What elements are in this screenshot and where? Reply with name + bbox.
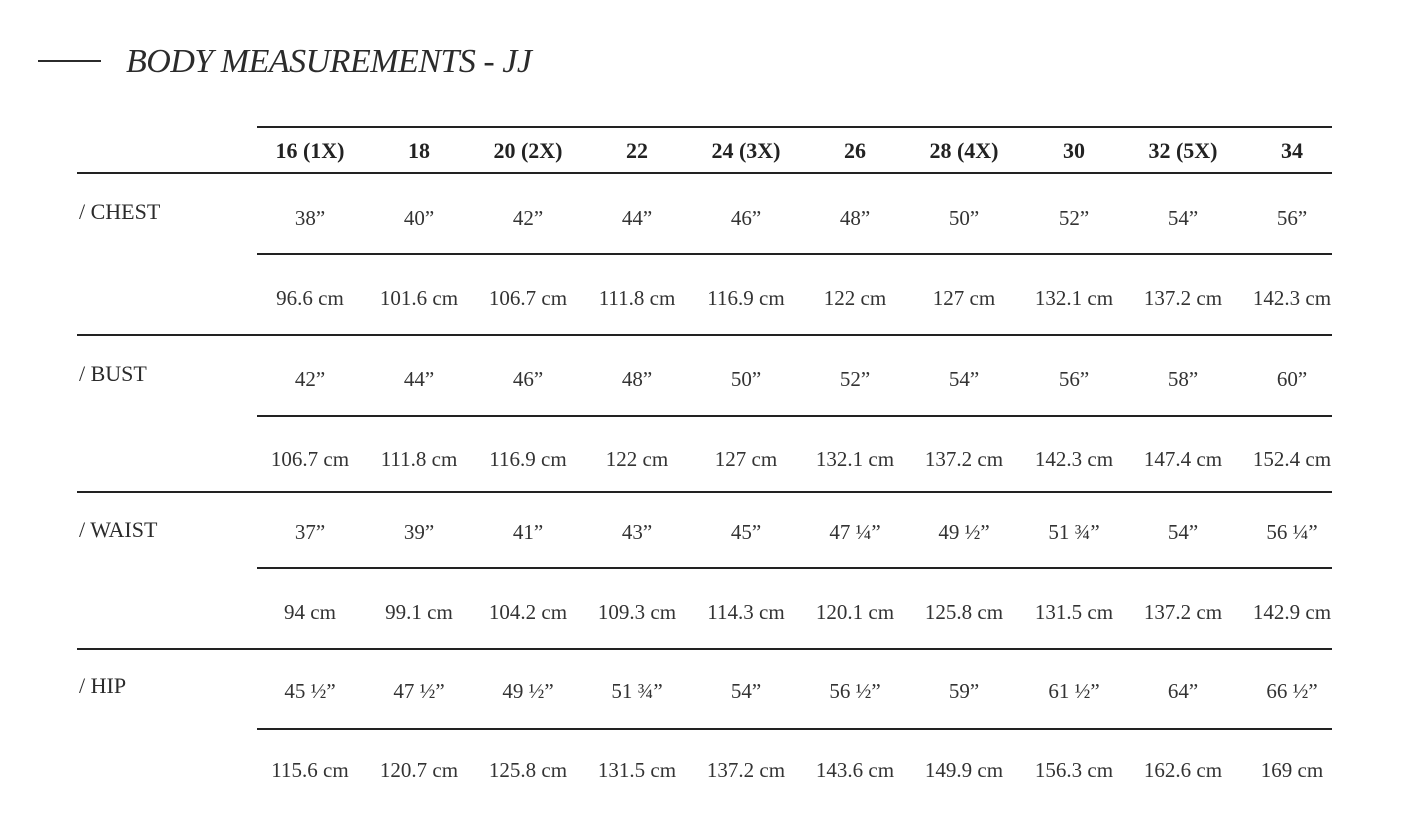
table-rule bbox=[77, 172, 1332, 174]
inch-value: 37” bbox=[294, 520, 326, 544]
cm-value: 137.2 cm bbox=[706, 758, 786, 782]
cm-value: 116.9 cm bbox=[489, 447, 567, 471]
inch-value: 48” bbox=[621, 367, 653, 391]
inch-value: 52” bbox=[1058, 206, 1090, 230]
cm-value: 142.3 cm bbox=[1034, 447, 1114, 471]
table-rule bbox=[257, 728, 1332, 730]
inch-value: 48” bbox=[839, 206, 871, 230]
cm-value: 137.2 cm bbox=[924, 447, 1004, 471]
inch-value: 56” bbox=[1058, 367, 1090, 391]
inch-value: 44” bbox=[621, 206, 653, 230]
cm-value: 137.2 cm bbox=[1143, 286, 1223, 310]
cm-value: 104.2 cm bbox=[488, 600, 568, 624]
inch-value: 45” bbox=[730, 520, 762, 544]
size-header: 26 bbox=[844, 138, 866, 163]
inch-value: 50” bbox=[730, 367, 762, 391]
cm-value: 120.7 cm bbox=[379, 758, 459, 782]
cm-value: 111.8 cm bbox=[598, 286, 676, 310]
cm-value: 131.5 cm bbox=[597, 758, 677, 782]
cm-value: 131.5 cm bbox=[1034, 600, 1114, 624]
cm-value: 125.8 cm bbox=[488, 758, 568, 782]
cm-value: 152.4 cm bbox=[1252, 447, 1332, 471]
table-rule bbox=[77, 648, 1332, 650]
inch-value: 64” bbox=[1167, 679, 1199, 703]
cm-value: 132.1 cm bbox=[1034, 286, 1114, 310]
inch-value: 51 ¾” bbox=[1048, 520, 1100, 544]
size-header: 32 (5X) bbox=[1148, 138, 1218, 163]
size-header: 30 bbox=[1063, 138, 1085, 163]
size-header: 34 bbox=[1281, 138, 1303, 163]
inch-value: 66 ½” bbox=[1266, 679, 1318, 703]
table-rule bbox=[257, 415, 1332, 417]
inch-value: 43” bbox=[621, 520, 653, 544]
cm-value: 122 cm bbox=[823, 286, 887, 310]
cm-value: 116.9 cm bbox=[707, 286, 785, 310]
size-header: 20 (2X) bbox=[493, 138, 563, 163]
cm-value: 101.6 cm bbox=[379, 286, 459, 310]
cm-value: 132.1 cm bbox=[815, 447, 895, 471]
size-header: 22 bbox=[626, 138, 648, 163]
cm-value: 111.8 cm bbox=[380, 447, 458, 471]
inch-value: 59” bbox=[948, 679, 980, 703]
measurement-label: / WAIST bbox=[79, 517, 158, 542]
inch-value: 47 ¼” bbox=[829, 520, 881, 544]
measurement-label: / CHEST bbox=[79, 199, 161, 224]
cm-value: 127 cm bbox=[932, 286, 996, 310]
size-header: 16 (1X) bbox=[275, 138, 345, 163]
cm-value: 122 cm bbox=[605, 447, 669, 471]
inch-value: 47 ½” bbox=[393, 679, 445, 703]
inch-value: 46” bbox=[512, 367, 544, 391]
inch-value: 38” bbox=[294, 206, 326, 230]
cm-value: 143.6 cm bbox=[815, 758, 895, 782]
measurement-label: / HIP bbox=[79, 673, 127, 698]
inch-value: 49 ½” bbox=[502, 679, 554, 703]
measurement-label: / BUST bbox=[79, 361, 147, 386]
inch-value: 54” bbox=[1167, 206, 1199, 230]
cm-value: 94 cm bbox=[284, 600, 336, 624]
cm-value: 137.2 cm bbox=[1143, 600, 1223, 624]
inch-value: 60” bbox=[1276, 367, 1308, 391]
cm-value: 115.6 cm bbox=[271, 758, 349, 782]
cm-value: 106.7 cm bbox=[488, 286, 568, 310]
inch-value: 51 ¾” bbox=[611, 679, 663, 703]
inch-value: 42” bbox=[294, 367, 326, 391]
cm-value: 149.9 cm bbox=[924, 758, 1004, 782]
inch-value: 42” bbox=[512, 206, 544, 230]
inch-value: 44” bbox=[403, 367, 435, 391]
inch-value: 56” bbox=[1276, 206, 1308, 230]
inch-value: 58” bbox=[1167, 367, 1199, 391]
inch-value: 49 ½” bbox=[938, 520, 990, 544]
table-rule bbox=[257, 126, 1332, 128]
inch-value: 61 ½” bbox=[1048, 679, 1100, 703]
cm-value: 142.9 cm bbox=[1252, 600, 1332, 624]
size-header: 18 bbox=[408, 138, 430, 163]
inch-value: 56 ½” bbox=[829, 679, 881, 703]
size-header: 28 (4X) bbox=[929, 138, 999, 163]
cm-value: 114.3 cm bbox=[707, 600, 785, 624]
cm-value: 147.4 cm bbox=[1143, 447, 1223, 471]
inch-value: 46” bbox=[730, 206, 762, 230]
inch-value: 54” bbox=[730, 679, 762, 703]
inch-value: 54” bbox=[948, 367, 980, 391]
inch-value: 39” bbox=[403, 520, 435, 544]
table-rule bbox=[257, 567, 1332, 569]
cm-value: 106.7 cm bbox=[270, 447, 350, 471]
inch-value: 40” bbox=[403, 206, 435, 230]
cm-value: 120.1 cm bbox=[815, 600, 895, 624]
table-rule bbox=[77, 334, 1332, 336]
title-rule bbox=[38, 60, 101, 62]
inch-value: 52” bbox=[839, 367, 871, 391]
cm-value: 109.3 cm bbox=[597, 600, 677, 624]
page-title: BODY MEASUREMENTS - JJ bbox=[126, 43, 532, 80]
inch-value: 41” bbox=[512, 520, 544, 544]
cm-value: 169 cm bbox=[1260, 758, 1324, 782]
cm-value: 162.6 cm bbox=[1143, 758, 1223, 782]
table-rule bbox=[77, 491, 1332, 493]
cm-value: 96.6 cm bbox=[276, 286, 344, 310]
inch-value: 45 ½” bbox=[284, 679, 336, 703]
table-rule bbox=[257, 253, 1332, 255]
inch-value: 56 ¼” bbox=[1266, 520, 1318, 544]
cm-value: 125.8 cm bbox=[924, 600, 1004, 624]
cm-value: 142.3 cm bbox=[1252, 286, 1332, 310]
inch-value: 50” bbox=[948, 206, 980, 230]
size-header: 24 (3X) bbox=[711, 138, 781, 163]
inch-value: 54” bbox=[1167, 520, 1199, 544]
cm-value: 99.1 cm bbox=[385, 600, 453, 624]
cm-value: 156.3 cm bbox=[1034, 758, 1114, 782]
cm-value: 127 cm bbox=[714, 447, 778, 471]
